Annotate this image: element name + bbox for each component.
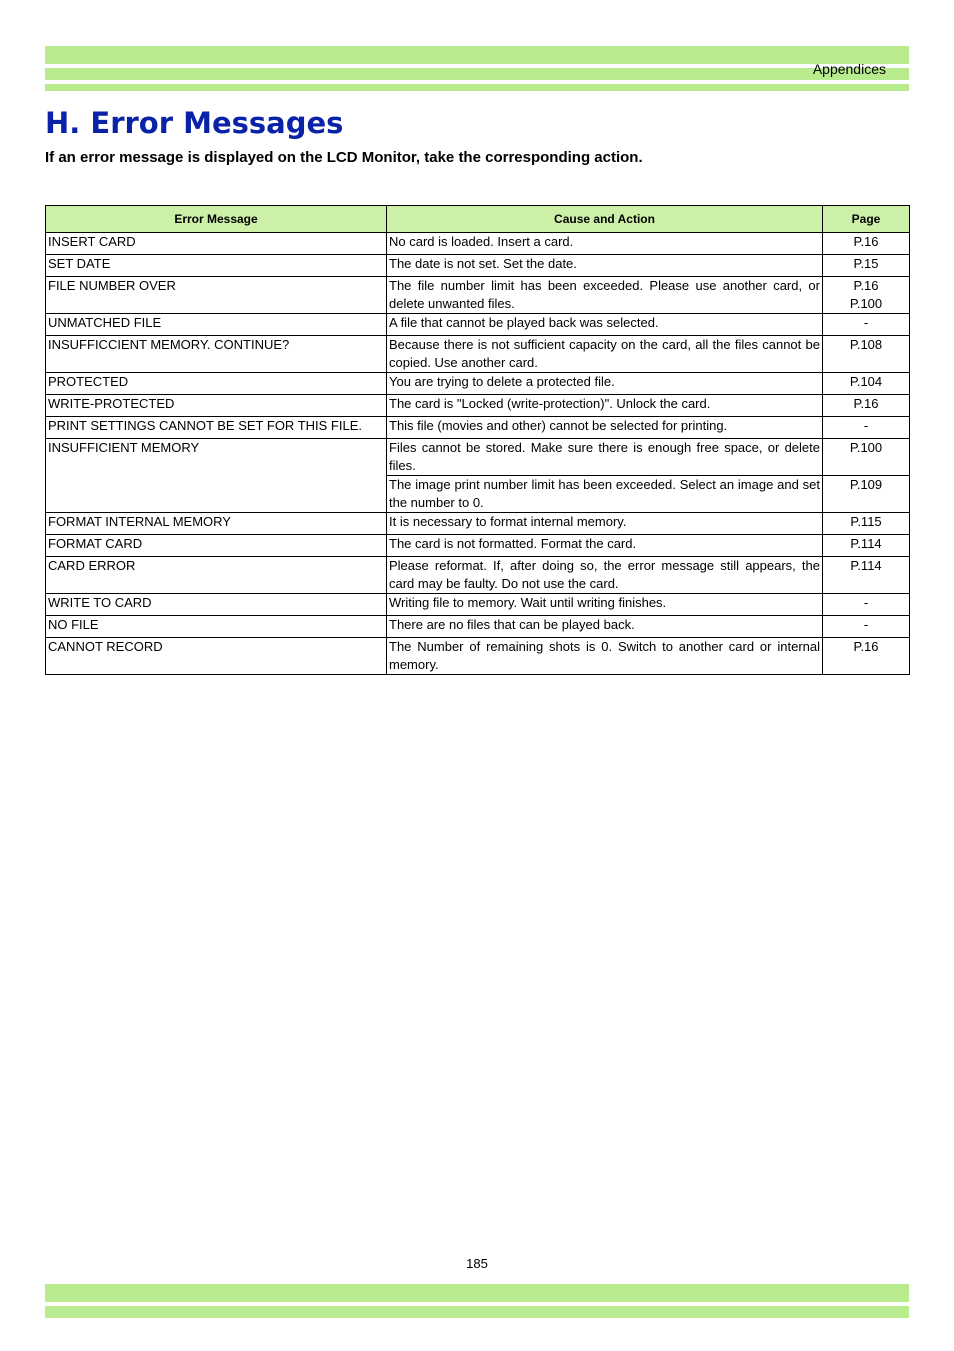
error-message-cell: WRITE-PROTECTED <box>46 395 387 417</box>
error-message-cell: INSUFFICIENT MEMORY <box>46 439 387 513</box>
table-row <box>46 395 910 417</box>
cause-cell: The Number of remaining shots is 0. Switch to another card or internal memory. <box>387 638 823 675</box>
table-row <box>46 373 910 395</box>
cause-cell: Files cannot be stored. Make sure there is enough free space, or delete files. <box>387 439 823 476</box>
table-row <box>46 277 910 314</box>
error-message-cell: FORMAT CARD <box>46 535 387 557</box>
table-row <box>46 616 910 638</box>
cause-cell: The file number limit has been exceeded. Please use another card, or delete unwanted files. <box>387 277 823 314</box>
section-label: Appendices <box>812 61 886 77</box>
error-message-cell: FILE NUMBER OVER <box>46 277 387 314</box>
error-messages-table <box>45 205 910 675</box>
page-cell: P.114 <box>823 557 910 594</box>
header-band-top <box>45 46 909 64</box>
page-title: H. Error Messages <box>45 106 344 140</box>
table-row <box>46 233 910 255</box>
page-number: 185 <box>466 1256 488 1271</box>
cause-cell: The card is "Locked (write-protection)". Unlock the card. <box>387 395 823 417</box>
page-cell: - <box>823 594 910 616</box>
error-message-cell: INSERT CARD <box>46 233 387 255</box>
column-header-message: Error Message <box>46 206 387 233</box>
header-band-middle <box>45 68 909 80</box>
page-cell: P.16 <box>823 638 910 675</box>
page-cell: P.16 <box>823 233 910 255</box>
table-row <box>46 336 910 373</box>
page-cell: - <box>823 314 910 336</box>
cause-cell: The image print number limit has been exceeded. Select an image and set the number to 0. <box>387 476 823 513</box>
cause-cell: This file (movies and other) cannot be selected for printing. <box>387 417 823 439</box>
table-row <box>46 638 910 675</box>
intro-text: If an error message is displayed on the LCD Monitor, take the corresponding action. <box>45 149 643 166</box>
footer-band-top <box>45 1284 909 1302</box>
table-row <box>46 314 910 336</box>
table-row <box>46 594 910 616</box>
table-header-row <box>46 206 910 233</box>
cause-cell: You are trying to delete a protected file. <box>387 373 823 395</box>
page-cell: P.100 <box>823 439 910 476</box>
error-message-cell: CARD ERROR <box>46 557 387 594</box>
error-message-cell: PRINT SETTINGS CANNOT BE SET FOR THIS FILE. <box>46 417 387 439</box>
cause-cell: Writing file to memory. Wait until writing finishes. <box>387 594 823 616</box>
header-band-bottom <box>45 84 909 91</box>
footer-band-bottom <box>45 1306 909 1318</box>
cause-cell: Please reformat. If, after doing so, the error message still appears, the card may be faulty. Do not use the card. <box>387 557 823 594</box>
column-header-page: Page <box>823 206 910 233</box>
column-header-cause: Cause and Action <box>387 206 823 233</box>
cause-cell: It is necessary to format internal memory. <box>387 513 823 535</box>
error-message-cell: PROTECTED <box>46 373 387 395</box>
cause-cell: A file that cannot be played back was selected. <box>387 314 823 336</box>
page-cell: - <box>823 417 910 439</box>
table-row <box>46 417 910 439</box>
error-message-cell: NO FILE <box>46 616 387 638</box>
page-cell: P.16 <box>823 395 910 417</box>
error-message-cell: CANNOT RECORD <box>46 638 387 675</box>
cause-cell: The date is not set. Set the date. <box>387 255 823 277</box>
page-cell: P.104 <box>823 373 910 395</box>
error-message-cell: FORMAT INTERNAL MEMORY <box>46 513 387 535</box>
cause-cell: No card is loaded. Insert a card. <box>387 233 823 255</box>
page-cell: P.16 P.100 <box>823 277 910 314</box>
cause-cell: The card is not formatted. Format the card. <box>387 535 823 557</box>
cause-cell: There are no files that can be played back. <box>387 616 823 638</box>
error-message-cell: SET DATE <box>46 255 387 277</box>
error-message-cell: WRITE TO CARD <box>46 594 387 616</box>
page-cell: - <box>823 616 910 638</box>
page-cell: P.114 <box>823 535 910 557</box>
page-cell: P.108 <box>823 336 910 373</box>
table-row <box>46 255 910 277</box>
error-message-cell: INSUFFICCIENT MEMORY. CONTINUE? <box>46 336 387 373</box>
cause-cell: Because there is not sufficient capacity on the card, all the files cannot be copied. Use another card. <box>387 336 823 373</box>
page-cell: P.115 <box>823 513 910 535</box>
table-row <box>46 439 910 476</box>
error-message-cell: UNMATCHED FILE <box>46 314 387 336</box>
table-row <box>46 557 910 594</box>
table-row <box>46 535 910 557</box>
page-cell: P.109 <box>823 476 910 513</box>
page-cell: P.15 <box>823 255 910 277</box>
table-row <box>46 513 910 535</box>
